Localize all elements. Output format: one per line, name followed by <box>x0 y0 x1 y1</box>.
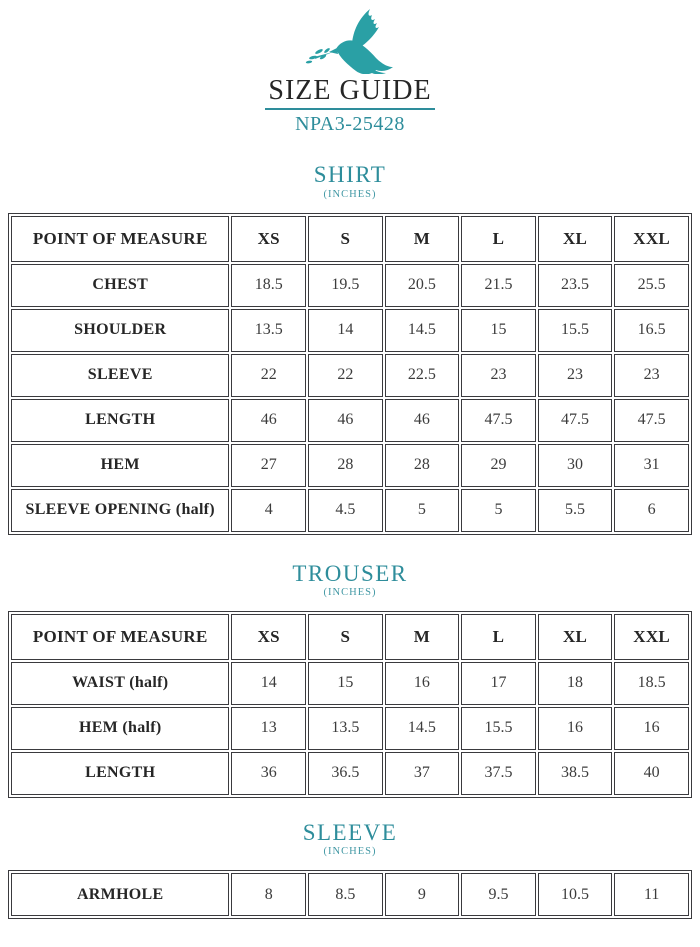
size-value: 28 <box>308 444 383 487</box>
size-value: 47.5 <box>461 399 536 442</box>
size-value: 23 <box>614 354 689 397</box>
product-code: NPA3-25428 <box>295 113 405 136</box>
column-header: S <box>308 614 383 660</box>
size-value: 16 <box>614 707 689 750</box>
sleeve-section-title: SLEEVE <box>302 819 398 845</box>
size-value: 20.5 <box>385 264 460 307</box>
column-header: L <box>461 216 536 262</box>
size-value: 22 <box>231 354 306 397</box>
size-value: 46 <box>231 399 306 442</box>
size-value: 9 <box>385 873 460 916</box>
table-row <box>11 444 689 487</box>
size-value: 37.5 <box>461 752 536 795</box>
table-row <box>11 707 689 750</box>
size-value: 38.5 <box>538 752 613 795</box>
size-value: 15.5 <box>461 707 536 750</box>
size-value: 16 <box>538 707 613 750</box>
sleeve-section <box>0 820 700 919</box>
size-value: 8.5 <box>308 873 383 916</box>
table-row <box>11 752 689 795</box>
trouser-section-title: TROUSER <box>292 560 408 586</box>
trouser-size-table <box>8 611 692 798</box>
size-value: 18.5 <box>231 264 306 307</box>
column-header: XXL <box>614 216 689 262</box>
size-value: 19.5 <box>308 264 383 307</box>
size-value: 18.5 <box>614 662 689 705</box>
size-value: 15 <box>461 309 536 352</box>
size-value: 47.5 <box>538 399 613 442</box>
size-value: 27 <box>231 444 306 487</box>
table-row <box>11 399 689 442</box>
table-row <box>11 662 689 705</box>
column-header: S <box>308 216 383 262</box>
column-header: POINT OF MEASURE <box>11 216 229 262</box>
size-value: 15 <box>308 662 383 705</box>
size-value: 46 <box>308 399 383 442</box>
brand-header <box>0 8 700 136</box>
size-value: 36.5 <box>308 752 383 795</box>
trouser-section-unit: (INCHES) <box>323 586 377 598</box>
size-value: 11 <box>614 873 689 916</box>
shirt-section-unit: (INCHES) <box>323 188 377 200</box>
shirt-section <box>0 162 700 534</box>
table-row <box>11 873 689 916</box>
sleeve-section-unit: (INCHES) <box>323 846 377 858</box>
row-label: ARMHOLE <box>11 873 229 916</box>
column-header: XL <box>538 216 613 262</box>
column-header: L <box>461 614 536 660</box>
size-value: 31 <box>614 444 689 487</box>
size-value: 21.5 <box>461 264 536 307</box>
size-value: 46 <box>385 399 460 442</box>
table-header-row <box>11 216 689 262</box>
size-value: 28 <box>385 444 460 487</box>
size-value: 18 <box>538 662 613 705</box>
size-value: 37 <box>385 752 460 795</box>
row-label: LENGTH <box>11 399 229 442</box>
size-value: 13 <box>231 707 306 750</box>
row-label: LENGTH <box>11 752 229 795</box>
size-value: 23 <box>461 354 536 397</box>
page-title: SIZE GUIDE <box>265 76 434 110</box>
size-value: 4 <box>231 489 306 532</box>
size-value: 9.5 <box>461 873 536 916</box>
shirt-size-table <box>8 213 692 535</box>
column-header: M <box>385 614 460 660</box>
size-value: 8 <box>231 873 306 916</box>
size-value: 47.5 <box>614 399 689 442</box>
size-value: 6 <box>614 489 689 532</box>
size-value: 14 <box>231 662 306 705</box>
row-label: WAIST (half) <box>11 662 229 705</box>
table-row <box>11 489 689 532</box>
size-value: 13.5 <box>308 707 383 750</box>
row-label: SHOULDER <box>11 309 229 352</box>
size-value: 36 <box>231 752 306 795</box>
table-row <box>11 309 689 352</box>
row-label: SLEEVE OPENING (half) <box>11 489 229 532</box>
size-value: 25.5 <box>614 264 689 307</box>
size-value: 5 <box>461 489 536 532</box>
size-value: 13.5 <box>231 309 306 352</box>
table-row <box>11 264 689 307</box>
table-row <box>11 354 689 397</box>
size-value: 14.5 <box>385 309 460 352</box>
trouser-section <box>0 561 700 798</box>
row-label: HEM <box>11 444 229 487</box>
row-label: CHEST <box>11 264 229 307</box>
row-label: HEM (half) <box>11 707 229 750</box>
size-value: 14 <box>308 309 383 352</box>
size-value: 23 <box>538 354 613 397</box>
size-value: 30 <box>538 444 613 487</box>
size-value: 17 <box>461 662 536 705</box>
column-header: XS <box>231 216 306 262</box>
table-header-row <box>11 614 689 660</box>
column-header: XXL <box>614 614 689 660</box>
column-header: M <box>385 216 460 262</box>
dove-olive-branch-icon <box>0 8 700 74</box>
column-header: XL <box>538 614 613 660</box>
row-label: SLEEVE <box>11 354 229 397</box>
size-value: 16 <box>385 662 460 705</box>
size-value: 40 <box>614 752 689 795</box>
size-value: 16.5 <box>614 309 689 352</box>
size-value: 22 <box>308 354 383 397</box>
size-value: 5 <box>385 489 460 532</box>
size-value: 5.5 <box>538 489 613 532</box>
size-value: 4.5 <box>308 489 383 532</box>
column-header: POINT OF MEASURE <box>11 614 229 660</box>
size-value: 23.5 <box>538 264 613 307</box>
size-value: 10.5 <box>538 873 613 916</box>
size-value: 22.5 <box>385 354 460 397</box>
sleeve-size-table <box>8 870 692 919</box>
size-value: 29 <box>461 444 536 487</box>
column-header: XS <box>231 614 306 660</box>
size-value: 14.5 <box>385 707 460 750</box>
size-value: 15.5 <box>538 309 613 352</box>
shirt-section-title: SHIRT <box>313 162 387 188</box>
